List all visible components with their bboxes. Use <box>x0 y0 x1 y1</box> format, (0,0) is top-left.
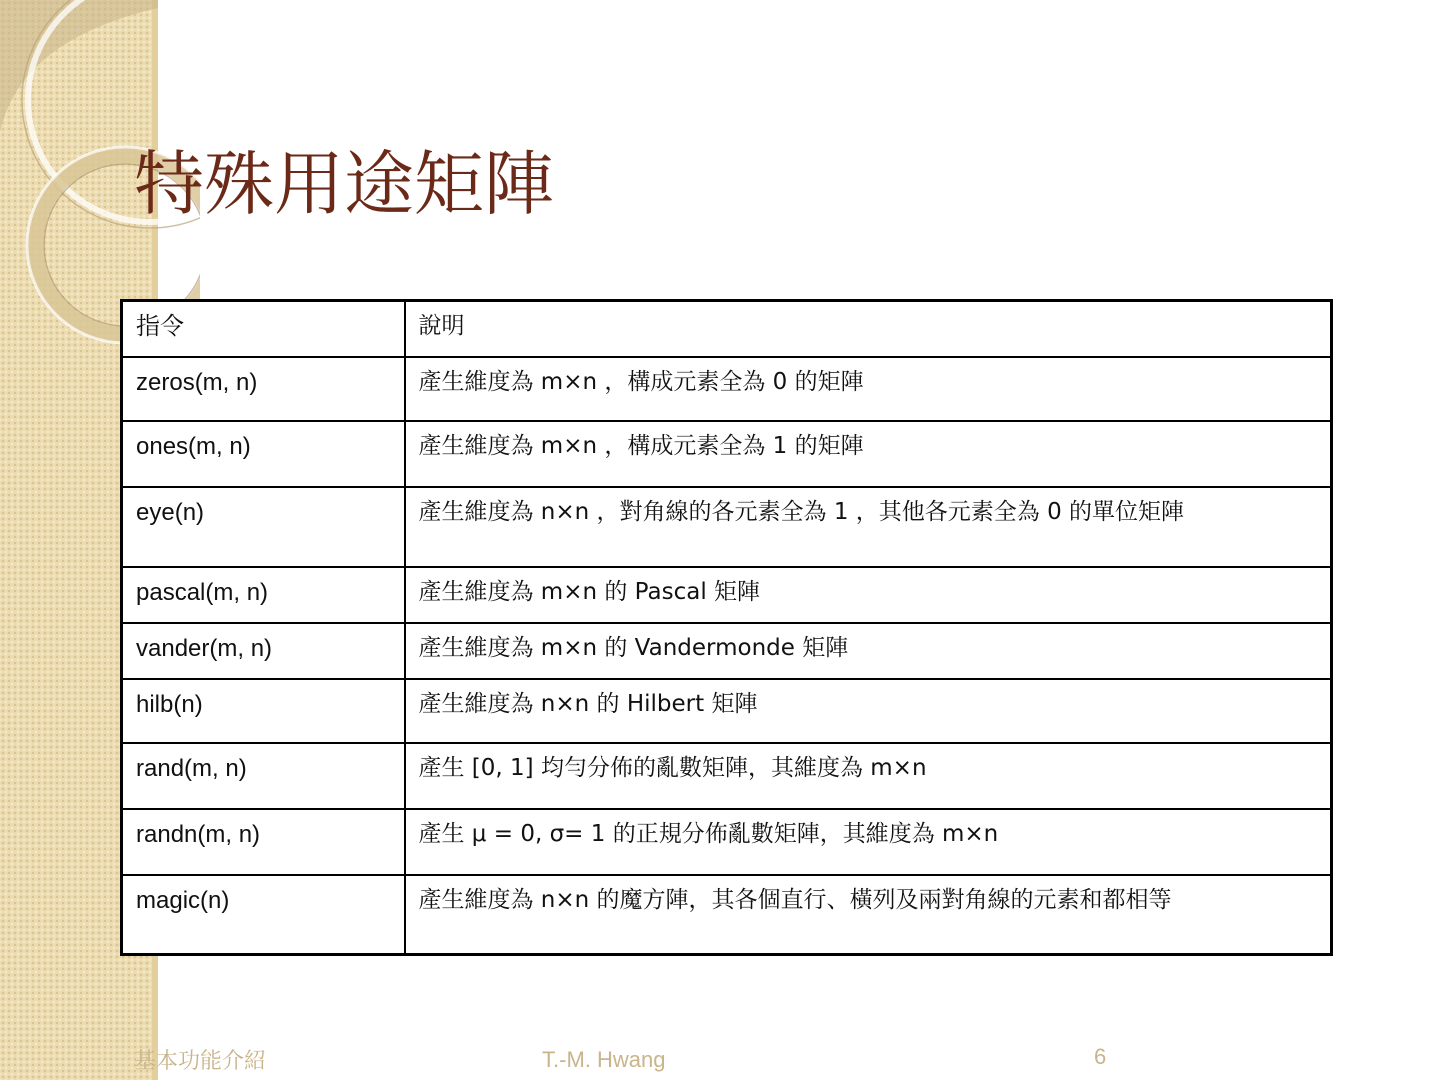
description-cell: 產生 μ = 0, σ= 1 的正規分佈亂數矩陣，其維度為 m×n <box>405 809 1332 875</box>
table-row <box>122 809 1332 875</box>
command-cell: magic(n) <box>122 875 405 955</box>
header-command: 指令 <box>122 301 405 357</box>
table-row <box>122 421 1332 487</box>
command-cell: eye(n) <box>122 487 405 567</box>
table-row <box>122 875 1332 955</box>
description-cell: 產生維度為 n×n ，對角線的各元素全為 1 ，其他各元素全為 0 的單位矩陣 <box>405 487 1332 567</box>
description-cell: 產生維度為 m×n ，構成元素全為 0 的矩陣 <box>405 357 1332 421</box>
command-cell: zeros(m, n) <box>122 357 405 421</box>
description-cell: 產生維度為 m×n 的 Pascal 矩陣 <box>405 567 1332 623</box>
table-row <box>122 357 1332 421</box>
header-description: 說明 <box>405 301 1332 357</box>
footer-section-title: 基本功能介紹 <box>134 1048 267 1073</box>
command-cell: pascal(m, n) <box>122 567 405 623</box>
description-cell: 產生維度為 m×n 的 Vandermonde 矩陣 <box>405 623 1332 679</box>
table-row <box>122 567 1332 623</box>
special-matrix-table <box>120 299 1333 956</box>
command-cell: vander(m, n) <box>122 623 405 679</box>
command-cell: hilb(n) <box>122 679 405 743</box>
description-cell: 產生維度為 n×n 的魔方陣，其各個直行、橫列及兩對角線的元素和都相等 <box>405 875 1332 955</box>
table-row <box>122 679 1332 743</box>
description-cell: 產生維度為 m×n ，構成元素全為 1 的矩陣 <box>405 421 1332 487</box>
command-cell: randn(m, n) <box>122 809 405 875</box>
description-cell: 產生維度為 n×n 的 Hilbert 矩陣 <box>405 679 1332 743</box>
footer-page-number: 6 <box>1094 1044 1107 1069</box>
table-header-row <box>122 301 1332 357</box>
command-cell: ones(m, n) <box>122 421 405 487</box>
slide-title: 特殊用途矩陣 <box>134 143 554 225</box>
table-row <box>122 743 1332 809</box>
command-cell: rand(m, n) <box>122 743 405 809</box>
table-row <box>122 487 1332 567</box>
table-row <box>122 623 1332 679</box>
footer-author: T.-M. Hwang <box>542 1047 666 1072</box>
description-cell: 產生 [0, 1] 均勻分佈的亂數矩陣，其維度為 m×n <box>405 743 1332 809</box>
